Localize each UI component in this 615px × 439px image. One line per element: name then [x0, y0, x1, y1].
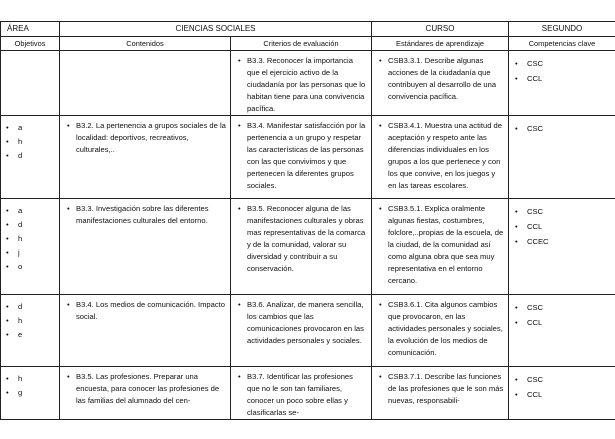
- table-row: [1, 116, 615, 199]
- table-row: [1, 367, 615, 420]
- competencia-item: [515, 204, 615, 219]
- bullet-icon: •: [6, 220, 9, 229]
- competencia-item-label: CCL: [527, 74, 543, 83]
- column-header-contenidos: Contenidos: [60, 37, 231, 51]
- bullet-icon: •: [238, 56, 241, 65]
- bullet-icon: •: [6, 234, 9, 243]
- table-row: [1, 199, 615, 295]
- estandar-item-text: CSB3.5.1. Explica oralmente algunas fiestas, costumbres, folclore,..propias de la escuela, de la ciudad, de la comunidad así como alguna obra que sea muy representativa en el entorno cercano.: [388, 204, 504, 285]
- header-row: [1, 22, 615, 37]
- bullet-icon: •: [67, 121, 70, 130]
- column-header-objetivos: Objetivos: [1, 37, 60, 51]
- bullet-icon: •: [6, 248, 9, 257]
- bullet-icon: •: [67, 204, 70, 213]
- estandar-item: [378, 299, 504, 359]
- bullet-icon: •: [67, 372, 70, 381]
- competencia-item: [515, 315, 615, 330]
- competencia-item-label: CCL: [527, 318, 543, 327]
- competencia-item: [515, 372, 615, 387]
- bullet-icon: •: [379, 204, 382, 213]
- competencia-item-list: [509, 116, 615, 136]
- objetivo-item-list: [1, 295, 59, 342]
- estandar-item: [378, 203, 504, 287]
- contenido-item-text: B3.5. Las profesiones. Preparar una encuesta, para conocer las profesiones de las familias del alumnado del cen-: [76, 372, 220, 405]
- criterio-item-text: B3.3. Reconocer la importancia que el ejercicio activo de la ciudadanía por las personas que lo habitan tiene para una convivencia pacífica.: [247, 56, 366, 113]
- criterio-item: [237, 299, 367, 347]
- competencia-item-list: [509, 367, 615, 402]
- column-header-competencias: Competencias clave: [509, 37, 615, 51]
- bullet-icon: •: [515, 124, 518, 133]
- bullet-icon: •: [6, 374, 9, 383]
- estandar-item-text: CSB3.6.1. Cita algunos cambios que provocaron, en las actividades personales y sociales, la evolución de los medios de comunicación.: [388, 300, 503, 357]
- bullet-icon: •: [6, 302, 9, 311]
- competencia-item-label: CSC: [527, 59, 544, 68]
- criterio-item-text: B3.4. Manifestar satisfacción por la pertenencia a un grupo y respetar las características de las personas con las que convivimos y que pertenecen la diferentes grupos sociales.: [247, 121, 366, 190]
- bullet-icon: •: [6, 123, 9, 132]
- bullet-icon: •: [238, 372, 241, 381]
- competencia-item: [515, 234, 615, 249]
- contenido-item: [66, 120, 226, 156]
- objetivo-item-label: e: [18, 330, 23, 339]
- estandar-item: [378, 371, 504, 407]
- objetivo-item-label: o: [18, 262, 23, 271]
- competencia-item: [515, 56, 615, 71]
- objetivo-item: [6, 232, 59, 246]
- contenido-item: [66, 203, 226, 227]
- objetivo-item: [6, 300, 59, 314]
- bullet-icon: •: [6, 137, 9, 146]
- course-label-header: CURSO: [372, 22, 509, 37]
- objetivo-item-list: [1, 367, 59, 400]
- bullet-icon: •: [67, 300, 70, 309]
- competencia-item-label: CSC: [527, 124, 544, 133]
- objetivo-item-label: h: [18, 234, 23, 243]
- objetivo-item-label: d: [18, 151, 23, 160]
- objetivo-item: [6, 314, 59, 328]
- objetivo-item-label: j: [18, 248, 20, 257]
- bullet-icon: •: [515, 375, 518, 384]
- competencia-item-list: [509, 51, 615, 86]
- competencia-item: [515, 300, 615, 315]
- bullet-icon: •: [515, 59, 518, 68]
- criterio-item: [237, 203, 367, 275]
- column-header-estandares: Estándares de aprendizaje: [372, 37, 509, 51]
- competencia-item-label: CCL: [527, 390, 543, 399]
- bullet-icon: •: [238, 300, 241, 309]
- criterio-item-text: B3.6. Analizar, de manera sencilla, los cambios que las comunicaciones provocaron en las actividades personales y sociales.: [247, 300, 364, 345]
- table-body: [1, 51, 615, 420]
- objetivo-item: [6, 246, 59, 260]
- competencia-item: [515, 71, 615, 86]
- bullet-icon: •: [379, 121, 382, 130]
- bullet-icon: •: [6, 206, 9, 215]
- table-row: [1, 51, 615, 116]
- objetivo-item: [6, 121, 59, 135]
- objetivo-item: [6, 135, 59, 149]
- column-header-criterios: Criterios de evaluación: [231, 37, 372, 51]
- competencia-item-label: CSC: [527, 303, 544, 312]
- competencia-item: [515, 219, 615, 234]
- bullet-icon: •: [6, 316, 9, 325]
- objetivo-item-label: g: [18, 388, 23, 397]
- criterio-item: [237, 371, 367, 419]
- bullet-icon: •: [6, 388, 9, 397]
- bullet-icon: •: [515, 390, 518, 399]
- competencia-item-list: [509, 199, 615, 249]
- bullet-icon: •: [515, 303, 518, 312]
- objetivo-item: [6, 386, 59, 400]
- bullet-icon: •: [515, 207, 518, 216]
- objetivo-item-label: a: [18, 206, 23, 215]
- objetivo-item-list: [1, 199, 59, 274]
- bullet-icon: •: [379, 300, 382, 309]
- objetivo-item: [6, 149, 59, 163]
- objetivo-item: [6, 218, 59, 232]
- objetivo-item: [6, 372, 59, 386]
- objetivo-item: [6, 328, 59, 342]
- bullet-icon: •: [515, 222, 518, 231]
- bullet-icon: •: [238, 121, 241, 130]
- estandar-item-text: CSB3.4.1. Muestra una actitud de aceptación y respeto ante las diferencias individuales en los grupos a los que pertenece y con los que convive, en los juegos y en las tareas escolares.: [388, 121, 502, 190]
- course-value-header: SEGUNDO: [509, 22, 615, 37]
- competencia-item: [515, 121, 615, 136]
- objetivo-item-label: a: [18, 123, 23, 132]
- objetivo-item-list: [1, 51, 59, 56]
- objetivo-item-label: h: [18, 137, 23, 146]
- contenido-item: [66, 299, 226, 323]
- contenido-item-text: B3.4. Los medios de comunicación. Impacto social.: [76, 300, 226, 321]
- estandar-item-text: CSB3.7.1. Describe las funciones de las profesiones que le son más nuevas, responsabili-: [388, 372, 504, 405]
- bullet-icon: •: [238, 204, 241, 213]
- objetivo-item: [6, 260, 59, 274]
- contenido-item-text: B3.2. La pertenencia a grupos sociales de la localidad: deportivos, recreativos, culturales,..: [76, 121, 226, 154]
- objetivo-item-list: [1, 116, 59, 163]
- column-header-row: [1, 37, 615, 51]
- objetivo-item-label: d: [18, 302, 23, 311]
- competencia-item-label: CSC: [527, 207, 544, 216]
- bullet-icon: •: [379, 372, 382, 381]
- subject-header: CIENCIAS SOCIALES: [60, 22, 372, 37]
- criterio-item: [237, 55, 367, 115]
- curriculum-table: [0, 21, 615, 420]
- bullet-icon: •: [515, 237, 518, 246]
- bullet-icon: •: [515, 318, 518, 327]
- bullet-icon: •: [515, 74, 518, 83]
- contenido-item: [66, 371, 226, 407]
- objetivo-item-label: h: [18, 316, 23, 325]
- competencia-item-list: [509, 295, 615, 330]
- competencia-item-label: CSC: [527, 375, 544, 384]
- area-header: ÁREA: [1, 22, 60, 37]
- estandar-item: [378, 120, 504, 192]
- objetivo-item-label: d: [18, 220, 23, 229]
- competencia-item-label: CCL: [527, 222, 543, 231]
- contenido-item-text: B3.3. Investigación sobre las diferentes manifestaciones culturales del entorno.: [76, 204, 209, 225]
- objetivo-item-label: h: [18, 374, 23, 383]
- competencia-item-label: CCEC: [527, 237, 549, 246]
- criterio-item-text: B3.5. Reconocer alguna de las manifestaciones culturales y obras mas representativas de la comarca y de la comunidad, valorar su diversidad y contribuir a su conservación.: [247, 204, 366, 273]
- estandar-item: [378, 55, 504, 103]
- bullet-icon: •: [6, 330, 9, 339]
- bullet-icon: •: [6, 151, 9, 160]
- estandar-item-text: CSB3.3.1. Describe algunas acciones de la ciudadanía que contribuyen al desarrollo de una convivencia pacífica.: [388, 56, 497, 101]
- table-row: [1, 295, 615, 367]
- criterio-item: [237, 120, 367, 192]
- bullet-icon: •: [379, 56, 382, 65]
- criterio-item-text: B3.7. Identificar las profesiones que no le son tan familiares, conocer un poco sobre ellas y clasificarlas se-: [247, 372, 353, 417]
- competencia-item: [515, 387, 615, 402]
- bullet-icon: •: [6, 262, 9, 271]
- objetivo-item: [6, 204, 59, 218]
